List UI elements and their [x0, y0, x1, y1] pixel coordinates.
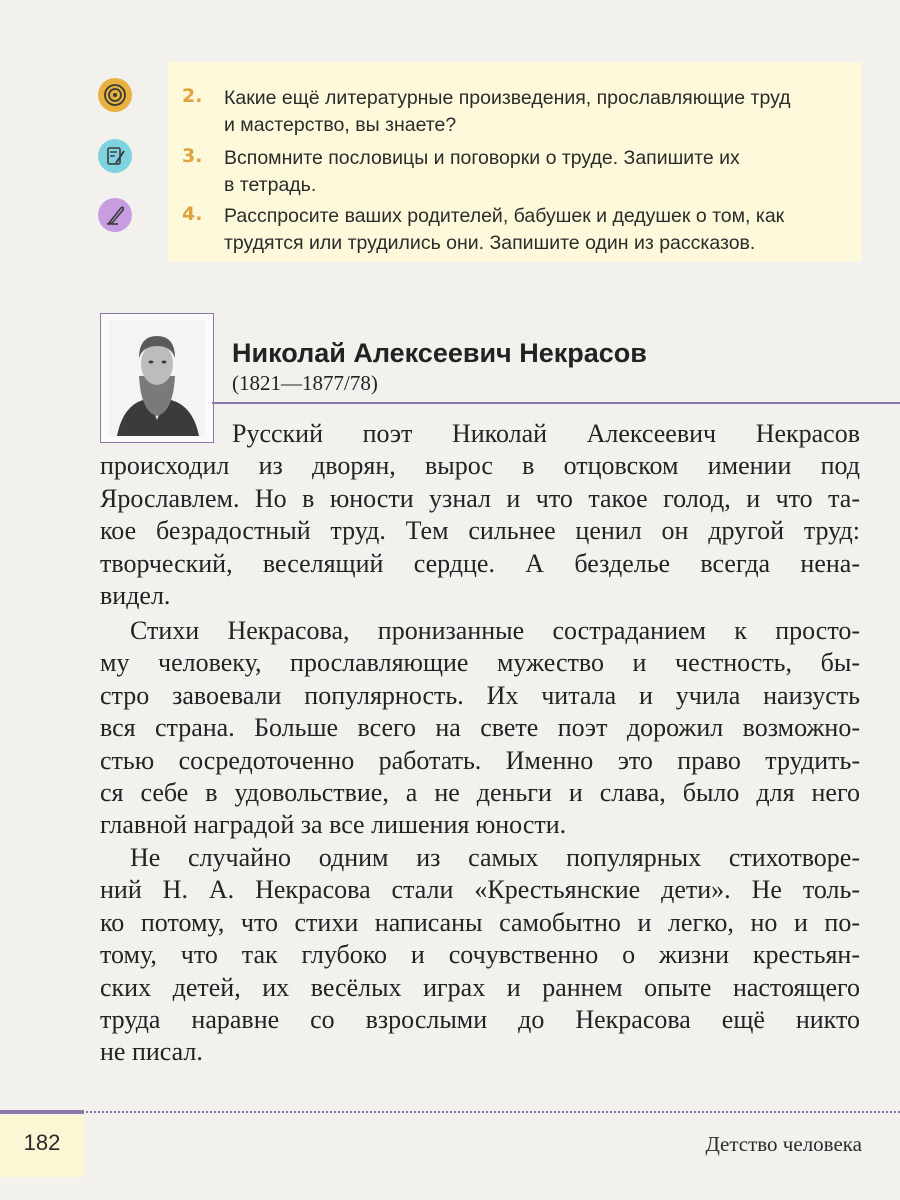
text-line: творческий, веселящий сердце. А безделье всегда нена-	[100, 548, 860, 578]
text-line: труда наравне со взрослыми до Некрасова ещё никто	[100, 1005, 860, 1035]
question-text: Расспросите ваших родителей, бабушек и дедушек о том, как трудятся или трудились они. Запишите один из рассказов.	[224, 205, 785, 254]
text-line: Русский поэт Николай Алексеевич Некрасов	[232, 419, 860, 448]
text-line: ко потому, что стихи написаны самобытно и легко, но и по-	[100, 907, 860, 937]
text-line: Не случайно одним из самых популярных стихотворе-	[130, 843, 860, 872]
section-title: Детство человека	[705, 1132, 862, 1156]
footer-accent	[0, 1110, 84, 1114]
text-line: главной наградой за все лишения юности.	[100, 810, 567, 840]
text-line: стью сосредоточенно работать. Именно это право трудить-	[100, 745, 860, 775]
question-text: Какие ещё литературные произведения, прославляющие труд и мастерство, вы знаете?	[224, 87, 791, 136]
text-line: Ярославлем. Но в юности узнал и что такое голод, и что та-	[100, 483, 860, 513]
target-icon	[98, 78, 132, 112]
text-line: ских детей, их весёлых играх и раннем опыте настоящего	[100, 972, 860, 1002]
text-line: не писал.	[100, 1037, 203, 1067]
text-line: Стихи Некрасова, пронизанные состраданием к просто-	[130, 616, 860, 645]
author-name: Николай Алексеевич Некрасов	[232, 338, 647, 368]
paragraph-1	[100, 418, 860, 612]
footer-divider	[82, 1111, 900, 1113]
text-line: происходил из дворян, вырос в отцовском имении под	[100, 451, 860, 481]
text-line: тому, что так глубоко и сочувственно о жизни крестьян-	[100, 940, 860, 970]
text-line: му человеку, прославляющие мужество и честность, бы-	[100, 648, 860, 678]
question-number: 3.	[182, 145, 203, 167]
page-number: 182	[23, 1130, 61, 1155]
text-line: вся страна. Больше всего на свете поэт дорожил возможно-	[100, 713, 860, 743]
question-number: 4.	[182, 203, 203, 225]
pencil-notebook-icon	[98, 139, 132, 173]
text-line: стро завоевали популярность. Их читала и учила наизусть	[100, 680, 860, 710]
text-line: ний Н. А. Некрасова стали «Крестьянские дети». Не толь-	[100, 875, 860, 905]
question-number: 2.	[182, 85, 203, 107]
text-line: кое безрадостный труд. Тем сильнее ценил он другой труд:	[100, 516, 860, 546]
header-divider	[212, 402, 900, 404]
paragraph-2	[100, 615, 860, 842]
quill-icon	[98, 198, 132, 232]
paragraph-3	[100, 842, 860, 1069]
text-line: видел.	[100, 581, 171, 611]
author-years: (1821—1877/78)	[232, 371, 378, 395]
text-line: ся себе в удовольствие, а не деньги и слава, было для него	[100, 778, 860, 808]
question-text: Вспомните пословицы и поговорки о труде. Запишите их в тетрадь.	[224, 147, 740, 196]
